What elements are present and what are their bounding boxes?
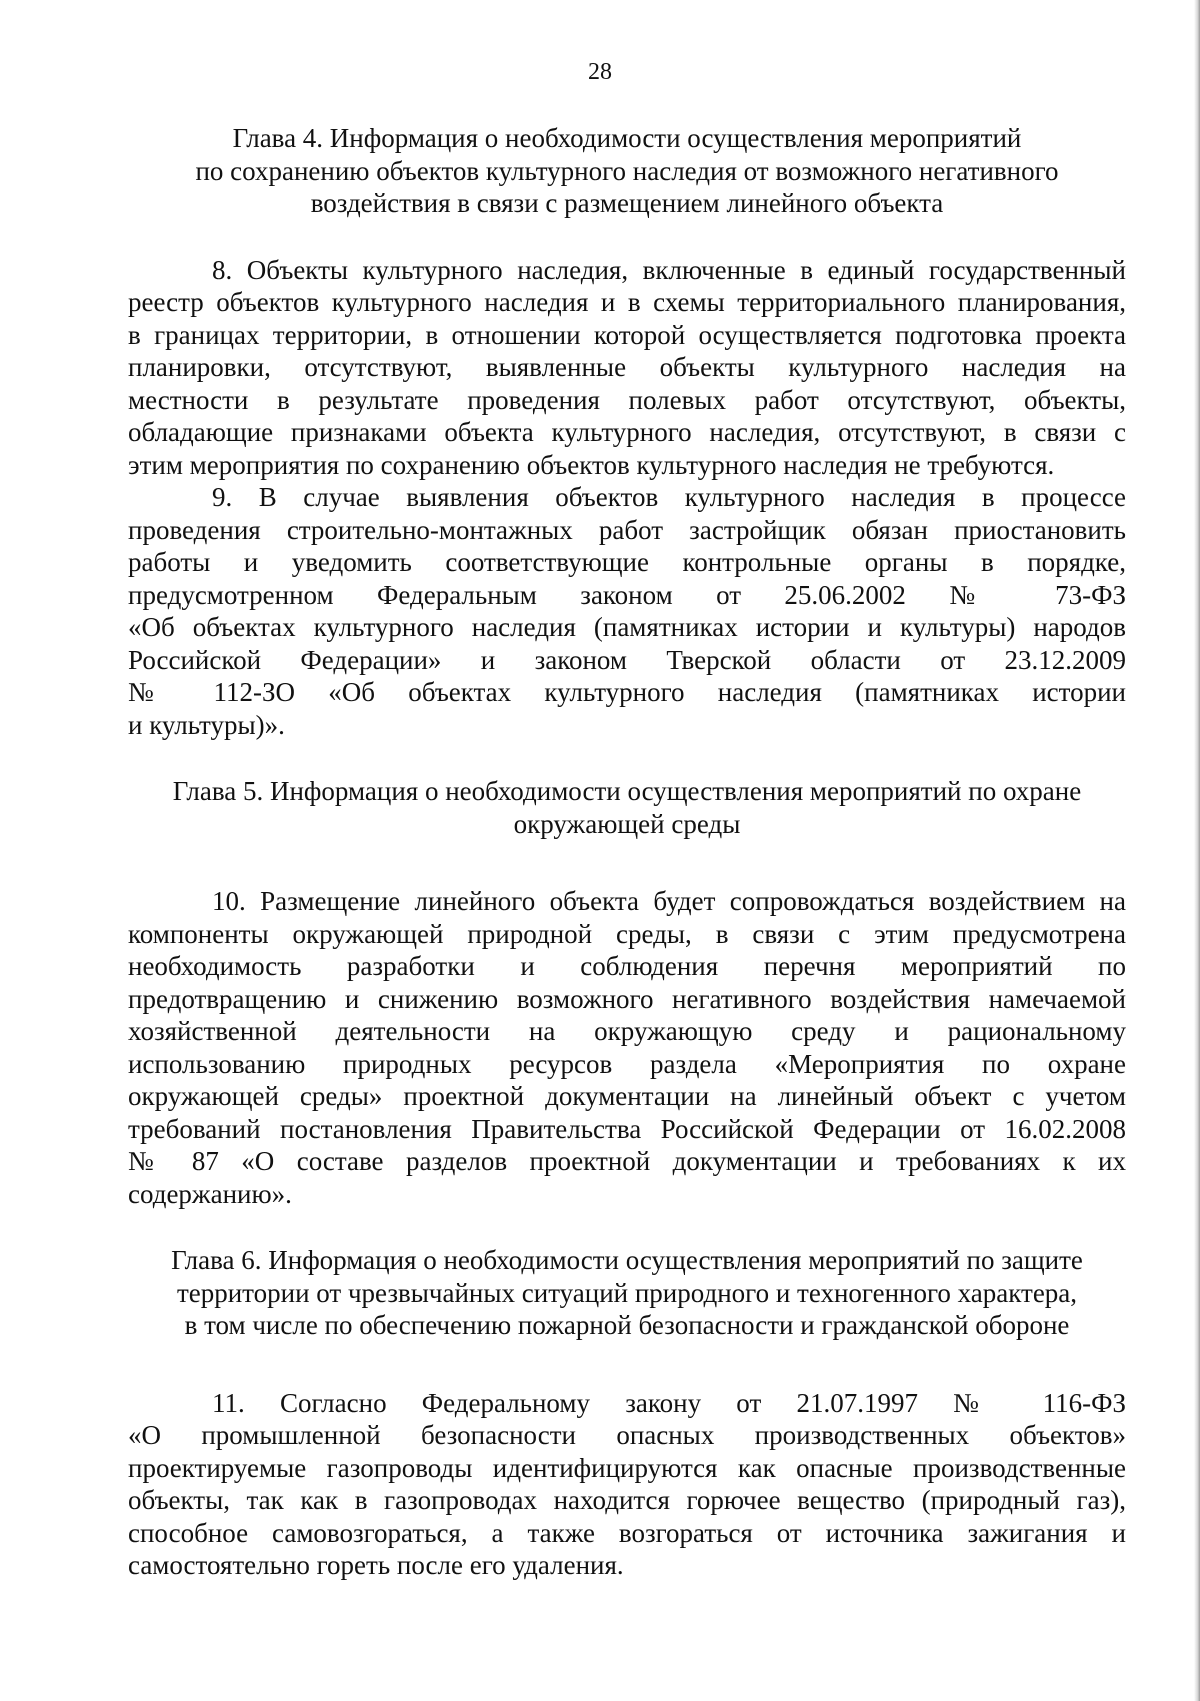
paragraph-line: «Об объектах культурного наследия (памятниках истории и культуры) народов xyxy=(128,612,1126,642)
heading-line: по сохранению объектов культурного наследия от возможного негативного xyxy=(195,155,1059,186)
paragraph-line: 10. Размещение линейного объекта будет сопровождаться воздействием на xyxy=(212,886,1126,916)
paragraph-line: содержанию». xyxy=(128,1178,292,1209)
paragraph-line: и культуры)». xyxy=(128,709,285,740)
paragraph-line: использованию природных ресурсов раздела «Мероприятия по охране xyxy=(128,1048,1126,1079)
paragraph-line: местности в результате проведения полевых работ отсутствуют, объекты, xyxy=(128,384,1126,415)
paragraph-line: предотвращению и снижению возможного негативного воздействия намечаемой xyxy=(128,983,1126,1014)
paragraph-line: проектируемые газопроводы идентифицируются как опасные производственные xyxy=(128,1452,1126,1483)
paragraph-line: окружающей среды» проектной документации на линейный объект с учетом xyxy=(128,1081,1126,1111)
paragraph-line: объекты, так как в газопроводах находится горючее вещество (природный газ), xyxy=(128,1485,1126,1515)
heading-line: в том числе по обеспечению пожарной безопасности и гражданской обороне xyxy=(184,1310,1070,1340)
heading-line: Глава 6. Информация о необходимости осуществления мероприятий по защите xyxy=(171,1245,1083,1275)
paragraph-line: «О промышленной безопасности опасных производственных объектов» xyxy=(128,1420,1126,1450)
paragraph-8 xyxy=(128,254,1126,482)
chapter-5-heading xyxy=(128,775,1126,840)
heading-line: территории от чрезвычайных ситуаций природного и техногенного характера, xyxy=(176,1277,1078,1308)
paragraph-line: 9. В случае выявления объектов культурного наследия в процессе xyxy=(212,482,1126,512)
heading-line: воздействия в связи с размещением линейного объекта xyxy=(310,188,944,218)
paragraph-line: способное самовозгораться, а также возгораться от источника зажигания и xyxy=(128,1517,1126,1548)
paragraph-9 xyxy=(128,481,1126,741)
paragraph-line: реестр объектов культурного наследия и в схемы территориального планирования, xyxy=(128,287,1126,317)
paragraph-line: в границах территории, в отношении которой осуществляется подготовка проекта xyxy=(128,319,1126,350)
paragraph-10 xyxy=(128,885,1126,1210)
page-edge-shadow xyxy=(1194,0,1200,1701)
paragraph-line: № 87 «О составе разделов проектной документации и требованиях к их xyxy=(128,1146,1126,1176)
paragraph-line: проведения строительно-монтажных работ застройщик обязан приостановить xyxy=(128,514,1126,545)
heading-line: окружающей среды xyxy=(513,808,741,839)
paragraph-line: хозяйственной деятельности на окружающую среду и рациональному xyxy=(128,1016,1126,1046)
paragraph-11 xyxy=(128,1387,1126,1582)
paragraph-line: работы и уведомить соответствующие контрольные органы в порядке, xyxy=(128,547,1126,577)
chapter-6-heading xyxy=(128,1244,1126,1342)
chapter-4-heading xyxy=(128,122,1126,220)
page-number: 28 xyxy=(588,59,612,85)
paragraph-line: этим мероприятия по сохранению объектов культурного наследия не требуются. xyxy=(128,449,1055,480)
paragraph-line: 8. Объекты культурного наследия, включенные в единый государственный xyxy=(212,254,1126,285)
heading-line: Глава 4. Информация о необходимости осуществления мероприятий xyxy=(232,123,1022,153)
paragraph-line: обладающие признаками объекта культурного наследия, отсутствуют, в связи с xyxy=(128,417,1126,447)
paragraph-line: № 112-ЗО «Об объектах культурного наследия (памятниках истории xyxy=(128,677,1126,707)
document-body xyxy=(128,122,1126,1582)
paragraph-line: Российской Федерации» и законом Тверской области от 23.12.2009 xyxy=(128,644,1126,675)
heading-line: Глава 5. Информация о необходимости осуществления мероприятий по охране xyxy=(172,776,1082,806)
paragraph-line: компоненты окружающей природной среды, в связи с этим предусмотрена xyxy=(128,918,1126,949)
paragraph-line: предусмотренном Федеральным законом от 25.06.2002 № 73-ФЗ xyxy=(128,579,1126,610)
paragraph-line: самостоятельно гореть после его удаления. xyxy=(128,1550,624,1580)
paragraph-line: планировки, отсутствуют, выявленные объекты культурного наследия на xyxy=(128,352,1126,382)
paragraph-line: 11. Согласно Федеральному закону от 21.07.1997 № 116-ФЗ xyxy=(212,1387,1126,1418)
paragraph-line: необходимость разработки и соблюдения перечня мероприятий по xyxy=(128,951,1126,981)
paragraph-line: требований постановления Правительства Российской Федерации от 16.02.2008 xyxy=(128,1113,1126,1144)
